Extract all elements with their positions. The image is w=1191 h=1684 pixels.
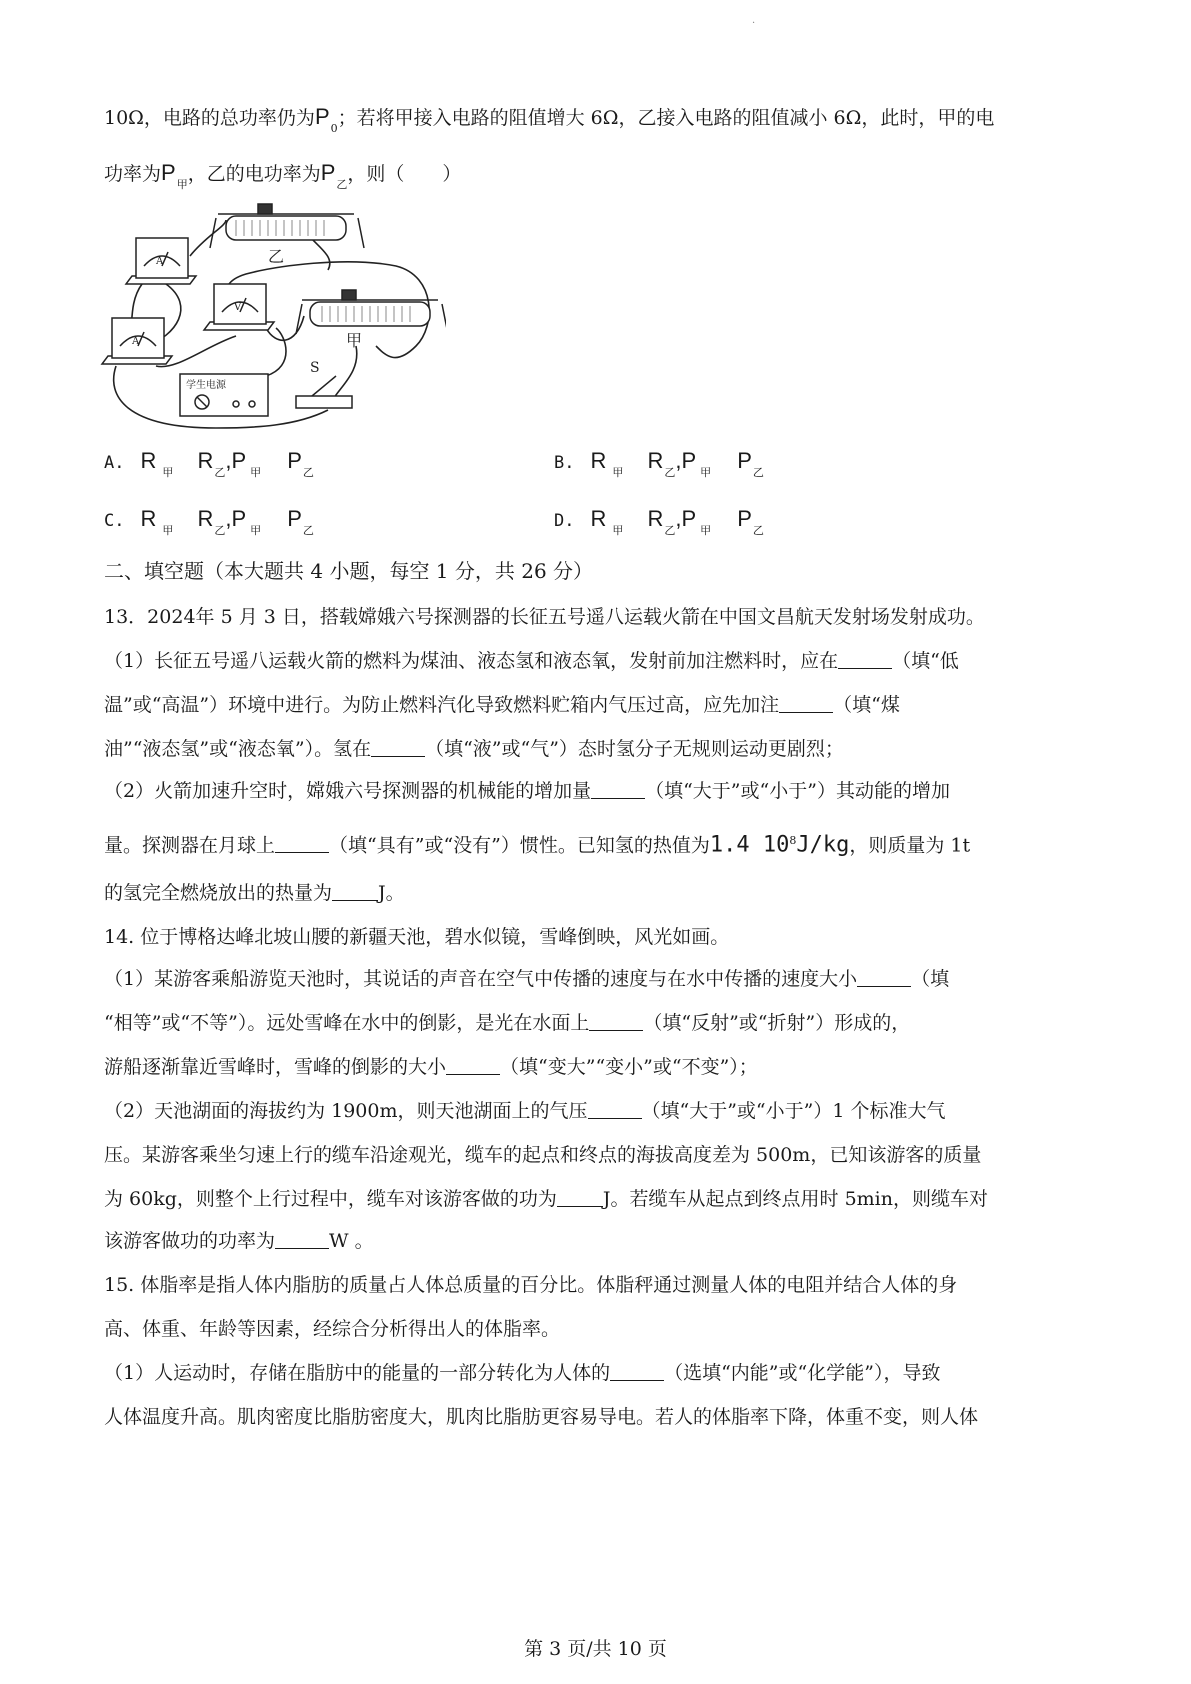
answer-blank[interactable]: [589, 1012, 643, 1031]
subscript: 乙: [214, 466, 226, 479]
exponent: 8: [789, 834, 797, 847]
rheostat-yi-label: 乙: [268, 247, 285, 266]
q13-text: （填“大于”或“小于”）其动能的增加: [645, 780, 950, 802]
option-a[interactable]: [104, 448, 314, 478]
q14-text: 为 60kg，则整个上行过程中，缆车对该游客做的功为: [104, 1188, 557, 1210]
subscript: 乙: [302, 466, 314, 479]
subscript: 乙: [302, 524, 314, 537]
q14-text: 游船逐渐靠近雪峰时，雪峰的倒影的大小: [104, 1056, 447, 1078]
p-symbol: P: [681, 506, 697, 531]
r-symbol: R: [647, 448, 664, 473]
r-symbol: R: [197, 506, 214, 531]
answer-blank[interactable]: [857, 968, 911, 987]
q14-line: [104, 1010, 1104, 1036]
p-symbol: P: [287, 448, 302, 473]
subscript: 甲: [612, 466, 624, 479]
option-b[interactable]: [554, 448, 764, 478]
subscript: 甲: [612, 524, 624, 537]
top-mark: ·: [752, 18, 756, 29]
subscript: 甲: [700, 466, 712, 479]
q14-text: （填“反射”或“折射”）形成的，: [643, 1012, 911, 1034]
option-letter: A.: [104, 453, 125, 473]
q12-text: ，则（ ）: [347, 163, 462, 185]
q14-text: （1）某游客乘船游览天池时，其说话的声音在空气中传播的速度与在水中传播的速度大小: [104, 968, 858, 990]
q15-text: （选填“内能”或“化学能”），导致: [664, 1362, 941, 1384]
q15-text: （1）人运动时，存储在脂肪中的能量的一部分转化为人体的: [104, 1362, 611, 1384]
ammeter-top-label: A: [156, 256, 164, 267]
heat-value: 1.4 10: [709, 832, 790, 858]
q13-text: 量。探测器在月球上: [104, 834, 276, 857]
q12-line1: [104, 104, 1104, 134]
p0-subscript: 0: [330, 122, 338, 135]
q14-line: [104, 1228, 1104, 1254]
option-c[interactable]: [104, 506, 314, 536]
q15-line: [104, 1360, 1104, 1386]
p-jia-subscript: 甲: [176, 178, 188, 191]
q14-text: J。若缆车从起点到终点用时 5min，则缆车对: [602, 1188, 988, 1210]
r-symbol: R: [140, 506, 157, 531]
option-letter: B.: [554, 453, 575, 473]
subscript: 乙: [664, 524, 676, 537]
q14-line: [104, 1186, 1104, 1212]
q14-text: “相等”或“不等”）。远处雪峰在水中的倒影，是光在水面上: [104, 1012, 590, 1034]
q14-line: [104, 966, 1104, 992]
option-letter: C.: [104, 511, 125, 531]
p-yi-subscript: 乙: [336, 178, 348, 191]
subscript: 乙: [752, 524, 764, 537]
q13-line: [104, 692, 1104, 718]
q15-line: 人体温度升高。肌肉密度比脂肪密度大，肌肉比脂肪更容易导电。若人的体脂率下降，体重不变，则人体: [104, 1406, 979, 1428]
answer-blank[interactable]: [275, 834, 329, 853]
option-d[interactable]: [554, 506, 764, 536]
q13-line: [104, 736, 1104, 762]
q13-text: ，则质量为 1t: [849, 834, 971, 857]
answer-blank[interactable]: [275, 1230, 329, 1249]
p-symbol: P: [231, 448, 247, 473]
page-footer: 第 3 页/共 10 页: [524, 1638, 667, 1660]
subscript: 乙: [752, 466, 764, 479]
subscript: 甲: [700, 524, 712, 537]
answer-blank[interactable]: [446, 1056, 500, 1075]
switch-label: S: [310, 360, 320, 376]
p-symbol: P: [231, 506, 247, 531]
q13-text: （填“低: [892, 650, 959, 672]
comma: ,: [225, 448, 232, 473]
p-symbol: P: [737, 448, 752, 473]
q13-text: （填“具有”或“没有”）惯性。已知氢的热值为: [329, 834, 710, 857]
subscript: 甲: [250, 466, 262, 479]
q13-line: [104, 648, 1104, 674]
subscript: 乙: [664, 466, 676, 479]
answer-blank[interactable]: [588, 1100, 642, 1119]
answer-blank[interactable]: [557, 1188, 603, 1207]
p-symbol: P: [287, 506, 302, 531]
r-symbol: R: [197, 448, 214, 473]
q13-text: （1）长征五号遥八运载火箭的燃料为煤油、液态氢和液态氧，发射前加注燃料时，应在: [104, 650, 839, 672]
subscript: 乙: [214, 524, 226, 537]
q14-text: （填“变大”“变小”或“不变”）；: [500, 1056, 758, 1078]
ammeter-bottom-label: A: [132, 336, 140, 347]
r-symbol: R: [590, 506, 607, 531]
q13-line: [104, 828, 1104, 858]
q13-text: 的氢完全燃烧放出的热量为: [104, 882, 333, 904]
r-symbol: R: [647, 506, 664, 531]
subscript: 甲: [162, 524, 174, 537]
q14-line: [104, 1098, 1104, 1124]
circuit-figure: [96, 196, 446, 436]
comma: ,: [225, 506, 232, 531]
subscript: 甲: [162, 466, 174, 479]
q13-line: [104, 778, 1104, 804]
q13-text: 温”或“高温”）环境中进行。为防止燃料汽化导致燃料贮箱内气压过高，应先加注: [104, 694, 780, 716]
r-symbol: R: [140, 448, 157, 473]
q12-text: 功率为: [104, 163, 162, 185]
p-symbol: P: [737, 506, 752, 531]
q13-text: （2）火箭加速升空时，嫦娥六号探测器的机械能的增加量: [104, 780, 592, 802]
q14-text: （2）天池湖面的海拔约为 1900m，则天池湖面上的气压: [104, 1100, 588, 1122]
q13-line: [104, 880, 1104, 906]
q12-line2: [104, 160, 1104, 190]
q12-text: ，乙的电功率为: [187, 163, 321, 185]
q13-text: 油”“液态氢”或“液态氧”）。氢在: [104, 738, 372, 760]
answer-blank[interactable]: [332, 882, 378, 901]
p-jia-symbol: P: [161, 160, 176, 185]
q13-text: （填“液”或“气”）态时氢分子无规则运动更剧烈；: [425, 738, 844, 760]
option-letter: D.: [554, 511, 575, 531]
p-yi-symbol: P: [320, 160, 336, 185]
q13-text: （填“煤: [833, 694, 900, 716]
voltmeter-label: V: [234, 302, 242, 313]
q12-text: ；若将甲接入电路的阻值增大 6Ω，乙接入电路的阻值减小 6Ω，此时，甲的电: [337, 107, 995, 129]
subscript: 甲: [250, 524, 262, 537]
answer-blank[interactable]: [838, 650, 892, 669]
q14-text: 该游客做功的功率为: [104, 1230, 276, 1252]
rheostat-jia-label: 甲: [346, 331, 363, 350]
q14-line: [104, 1054, 1104, 1080]
comma: ,: [675, 506, 682, 531]
p-symbol: P: [681, 448, 697, 473]
q15-line: 高、体重、年龄等因素，经综合分析得出人的体脂率。: [104, 1318, 561, 1340]
q12-text: 10Ω，电路的总功率仍为: [104, 107, 315, 129]
answer-blank[interactable]: [371, 738, 425, 757]
q14-text: （填“大于”或“小于”）1 个标准大气: [641, 1100, 946, 1122]
q14-line: 14. 位于博格达峰北坡山腰的新疆天池，碧水似镜，雪峰倒映，风光如画。: [104, 926, 730, 948]
unit: J/kg: [796, 832, 850, 858]
q14-line: 压。某游客乘坐匀速上行的缆车沿途观光，缆车的起点和终点的海拔高度差为 500m，已知该游客的质量: [104, 1144, 982, 1166]
r-symbol: R: [590, 448, 607, 473]
section-heading: 二、填空题（本大题共 4 小题，每空 1 分，共 26 分）: [104, 559, 594, 583]
answer-blank[interactable]: [591, 780, 645, 799]
p0-symbol: P: [314, 104, 330, 129]
answer-blank[interactable]: [779, 694, 833, 713]
comma: ,: [675, 448, 682, 473]
q14-text: （填: [911, 968, 950, 990]
power-supply-label: 学生电源: [186, 380, 226, 391]
answer-blank[interactable]: [610, 1362, 664, 1381]
q14-text: W 。: [329, 1230, 374, 1252]
q13-text: J。: [378, 882, 405, 904]
q15-line: 15. 体脂率是指人体内脂肪的质量占人体总质量的百分比。体脂秤通过测量人体的电阻并结合人体的身: [104, 1274, 958, 1296]
q13-line: 13．2024年 5 月 3 日，搭载嫦娥六号探测器的长征五号遥八运载火箭在中国文昌航天发射场发射成功。: [104, 606, 985, 628]
